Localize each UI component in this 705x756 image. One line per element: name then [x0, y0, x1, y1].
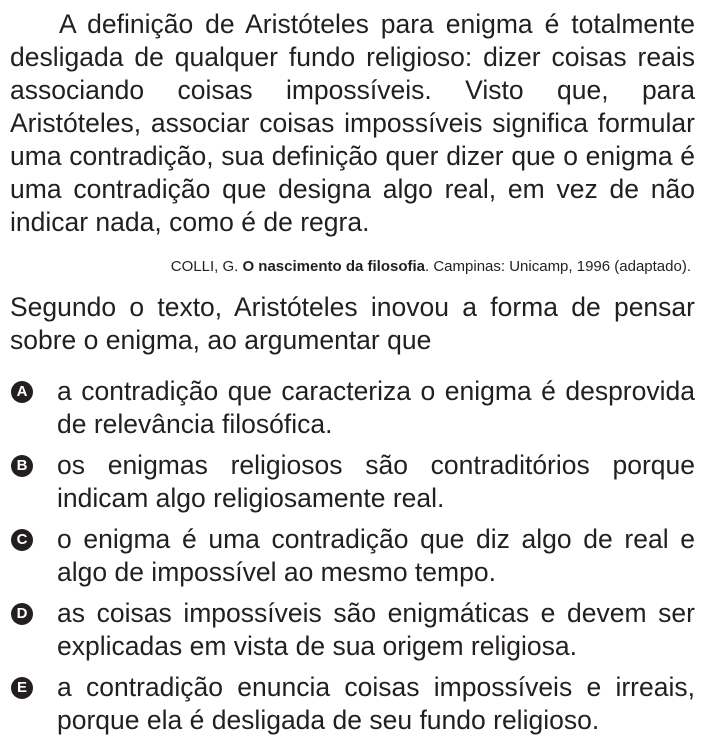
- option-a-text: a contradição que caracteriza o enigma é desprovida de relevância filosófica.: [57, 376, 695, 439]
- option-b-letter-badge[interactable]: B: [11, 455, 33, 477]
- option-b[interactable]: [10, 449, 695, 515]
- option-d-text: as coisas impossíveis são enigmáticas e devem ser explicadas em vista de sua origem religiosa.: [57, 598, 695, 661]
- citation-details: . Campinas: Unicamp, 1996 (adaptado).: [425, 258, 691, 275]
- citation-author: COLLI, G.: [170, 258, 239, 275]
- option-c-letter-badge[interactable]: C: [11, 529, 33, 551]
- option-b-text: os enigmas religiosos são contraditórios porque indicam algo religiosamente real.: [57, 450, 695, 513]
- citation-title: O nascimento da filosofia: [242, 258, 426, 275]
- option-e-text: a contradição enuncia coisas impossíveis e irreais, porque ela é desligada de seu fundo religioso.: [57, 672, 695, 735]
- option-d-letter-badge[interactable]: D: [11, 603, 33, 625]
- option-c-text: o enigma é uma contradição que diz algo de real e algo de impossível ao mesmo tempo.: [57, 524, 695, 587]
- option-e[interactable]: [10, 671, 695, 737]
- option-e-letter-badge[interactable]: E: [11, 677, 33, 699]
- option-c[interactable]: [10, 523, 695, 589]
- citation: [10, 257, 691, 277]
- answer-options: [10, 375, 695, 737]
- option-a-letter-badge[interactable]: A: [11, 381, 33, 403]
- question-stem: Segundo o texto, Aristóteles inovou a forma de pensar sobre o enigma, ao argumentar que: [10, 292, 695, 355]
- passage-text: A definição de Aristóteles para enigma é totalmente desligada de qualquer fundo religioso: dizer coisas reais associando coisas impossíveis. Visto que, para Aristóteles, associar coisas impossíveis significa formular uma contradição, sua definição quer dizer que o enigma é uma contradição que designa algo real, em vez de não indicar nada, como é de regra.: [10, 9, 695, 237]
- option-d[interactable]: [10, 597, 695, 663]
- option-a[interactable]: [10, 375, 695, 441]
